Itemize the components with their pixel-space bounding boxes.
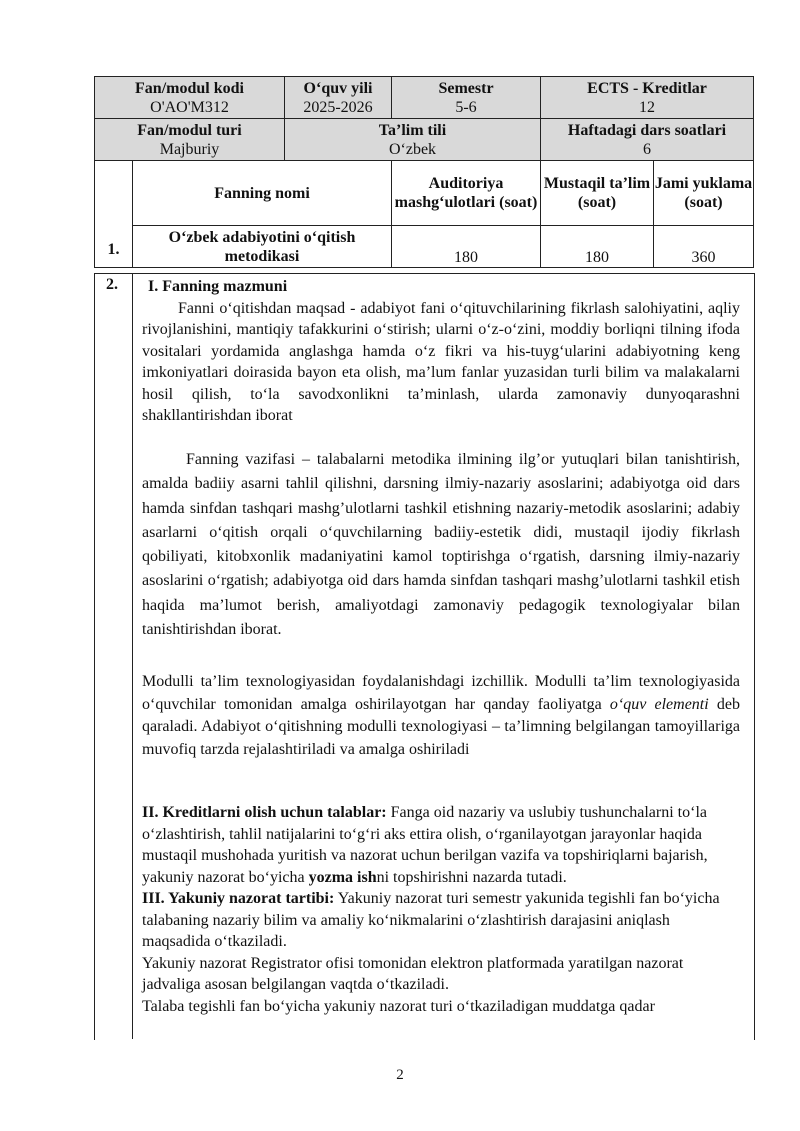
goal-text: Fanni o‘qitishdan maqsad - adabiyot fani o‘qituvchilarining fikrlash salohiyatini, aqliy rivojlanishini, mantiqiy tafakkurini o‘stirish; ularni o‘z-o‘zini, moddiy borliqni tilning ifoda vositalari yordamida anglashga hamda o‘z fikri va his-tuyg‘ularini adabiyotning keng imkoniyatlari doirasida bayon eta olish, ma’lum fanlar yuzasidan turli bilim va malakalarni hosil qilish, to‘la savodxonlikni ta’minlash, ularda zamonaviy dunyoqarashni shakllantirishdan iborat [142, 299, 740, 424]
module-code-label: Fan/modul kodi [135, 79, 244, 97]
final-control-line2: Yakuniy nazorat Registrator ofisi tomonidan elektron platformada yaratilgan nazorat jadvaliga asosan belgilangan vaqtda o‘tkaziladi. [142, 954, 684, 993]
module-type-label: Fan/modul turi [137, 121, 242, 139]
modul-paragraph [142, 671, 740, 761]
final-control-line3: Talaba tegishli fan bo‘yicha yakuniy nazorat turi o‘tkaziladigan muddatga qadar [142, 997, 655, 1015]
total-load-header: Jami yuklama (soat) [654, 161, 754, 226]
credits-bold: yozma ish [308, 868, 377, 886]
self-study-header: Mustaqil ta’lim (soat) [541, 161, 654, 226]
weekly-hours-value: 6 [643, 140, 651, 158]
credits-paragraph [142, 802, 740, 888]
language-label: Ta’lim tili [378, 121, 447, 139]
self-study-value: 180 [541, 226, 654, 268]
academic-year-value: 2025-2026 [303, 98, 373, 116]
content-number: 2. [106, 276, 118, 293]
modul-text-a: Modulli ta’lim texnologiyasidan foydalanishdagi izchillik. Modulli ta’lim texnologiyasida o‘quvchilar tomonidan amalga oshirilayotgan har qanday faoliyatga [142, 673, 740, 713]
module-code-cell [95, 77, 285, 119]
credits-text-b: ni topshirishni nazarda tutadi. [376, 868, 567, 886]
page-number: 2 [396, 1067, 404, 1083]
final-control-text: Yakuniy nazorat turi semestr yakunida tegishli fan bo‘yicha talabaning nazariy bilim va amaliy ko‘nikmalarini o‘zlashtirish darajasini aniqlash maqsadida o‘tkaziladi. [142, 890, 720, 950]
section-title-final-control: III. Yakuniy nazorat tartibi: [142, 890, 335, 907]
modul-text-em: o‘quv elementi [609, 695, 709, 713]
requirements-section [142, 802, 740, 1017]
table-row [95, 119, 754, 161]
modul-text-b: deb qaraladi. Adabiyot o‘qitishning modulli texnologiyasi – ta’limning belgilangan tamoyillariga muvofiq tarzda rejalashtiriladi va amalga oshiriladi [142, 695, 740, 758]
goal-paragraph [142, 276, 740, 427]
semester-label: Semestr [438, 79, 494, 97]
module-type-cell [95, 119, 285, 161]
semester-value: 5-6 [455, 98, 477, 116]
table-row [95, 226, 754, 268]
language-value: O‘zbek [388, 140, 437, 158]
academic-year-label: O‘quv yili [303, 79, 373, 97]
module-type-value: Majburiy [159, 140, 220, 158]
course-name-value: O‘zbek adabiyotini o‘qitish metodikasi [133, 226, 392, 268]
academic-year-cell [285, 77, 392, 119]
credits-text-a: Fanga oid nazariy va uslubiy tushunchalarni to‘la o‘zlashtirish, tahlil natijalarini to‘g‘ri aks ettira olish, o‘rganilayotgan jarayonlar haqida mustaqil mushohada yuritish va nazorat uchun berilgan vazifa va topshiriqlarni bajarish, yakuniy nazorat bo‘yicha [142, 804, 708, 886]
section-title-credits: II. Kreditlarni olish uchun talablar: [142, 804, 387, 821]
table-row [95, 161, 754, 226]
total-load-value: 360 [654, 226, 754, 268]
auditorium-hours-value: 180 [392, 226, 541, 268]
weekly-hours-cell [541, 119, 754, 161]
section-title-content: I. Fanning mazmuni [148, 278, 288, 295]
ects-value: 12 [639, 98, 655, 116]
table-row [95, 77, 754, 119]
final-control-paragraph [142, 888, 740, 953]
row-number: 1. [95, 161, 133, 268]
task-paragraph: Fanning vazifasi – talabalarni metodika ilmining ilg’or yutuqlari bilan tanishtirish, amalda badiiy asarni tahlil qilishni, darsning ilmiy-nazariy asoslarini; adabiyotga oid dars hamda sinfdan tashqari mashg’ulotlarni tashkil etishning nazariy-metodik asoslarini; adabiy asarlarni o‘qitish orqali o‘quvchilarning badiiy-estetik didi, mustaqil ijodiy fikrlash qobiliyati, kitobxonlik madaniyatini kamol toptirishga o‘rgatish, darsning ilmiy-nazariy asoslarini o‘rgatish; adabiyotga oid dars hamda sinfdan tashqari mashg’ulotlarni tashkil etish haqida ma’lumot berish, amaliyotdagi zamonaviy pedagogik texnologiyalar bilan tanishtirishdan iborat. [142, 451, 740, 639]
course-name-header: Fanning nomi [133, 161, 392, 226]
course-info-table [94, 76, 754, 268]
language-cell [285, 119, 541, 161]
semester-cell [392, 77, 541, 119]
ects-cell [541, 77, 754, 119]
ects-label: ECTS - Kreditlar [587, 79, 707, 97]
auditorium-hours-header: Auditoriya mashg‘ulotlari (soat) [392, 161, 541, 226]
content-number-column [94, 273, 133, 1039]
module-code-value: O'AO'M312 [150, 98, 229, 116]
weekly-hours-label: Haftadagi dars soatlari [567, 121, 727, 139]
